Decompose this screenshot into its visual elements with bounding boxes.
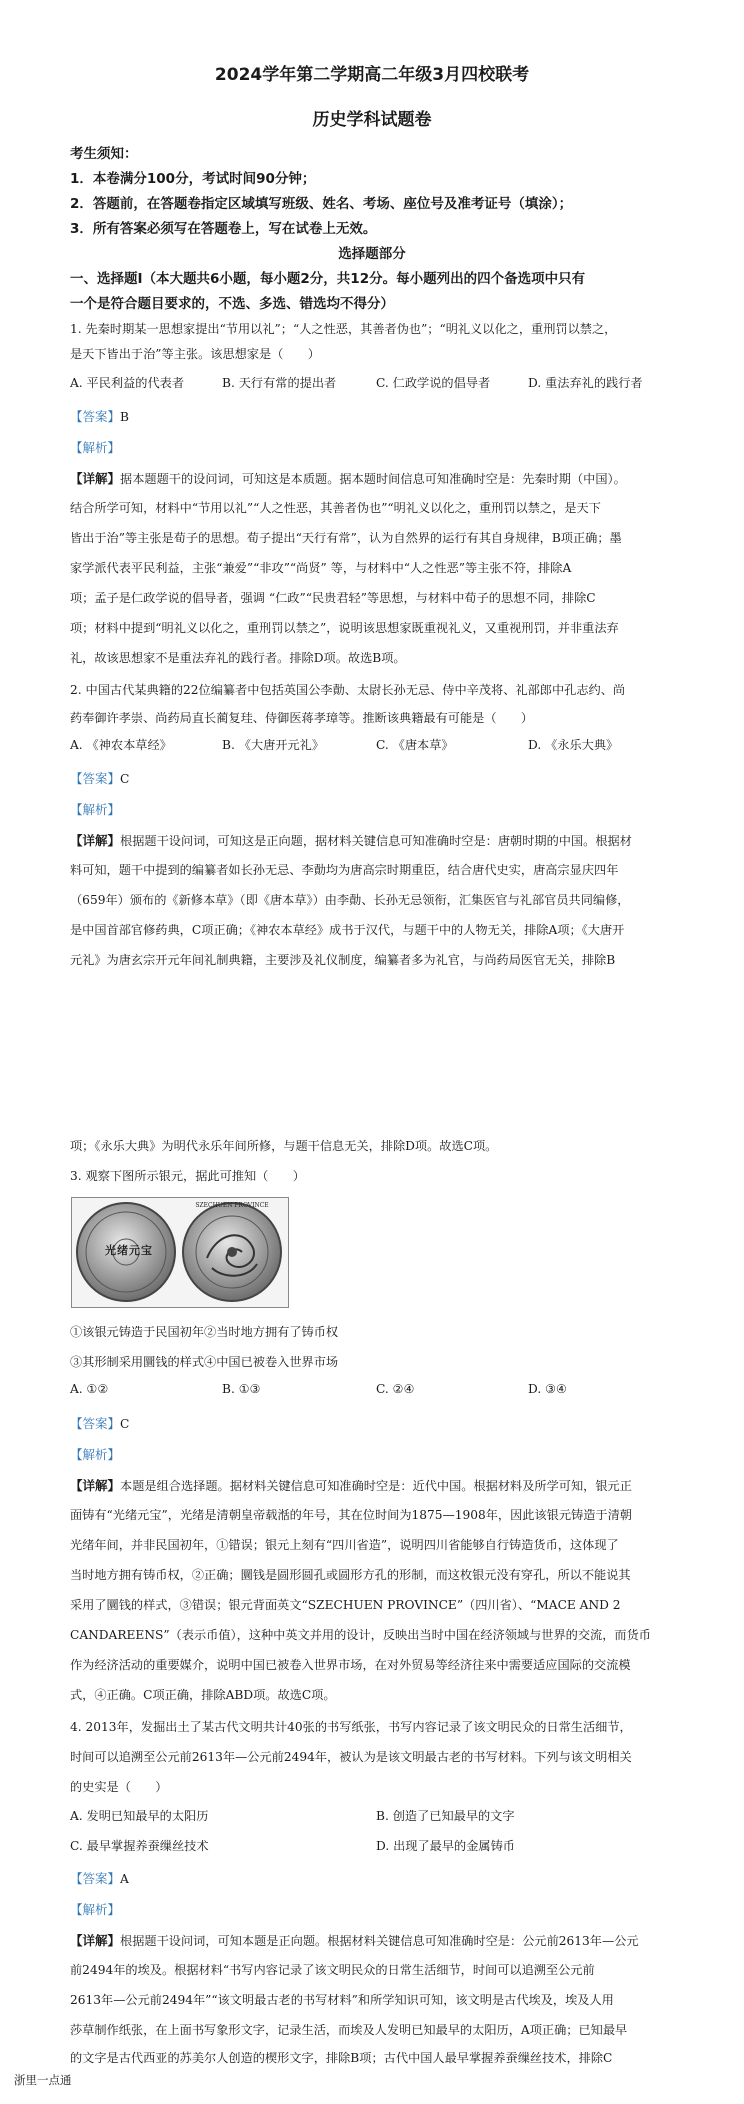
section-line-1: 一、选择题Ⅰ（本大题共6小题，每小题2分，共12分。每小题列出的四个备选项中只有 [70, 271, 586, 287]
coin-front-inscription: 光绪元宝 [105, 1244, 153, 1257]
subject-title: 历史学科试题卷 [312, 110, 432, 130]
section-line-2: 一个是符合题目要求的，不选、多选、错选均不得分） [70, 296, 394, 312]
q2-detail-2: 料可知，题干中提到的编纂者如长孙无忌、李勣均为唐高宗时期重臣，结合唐代史实，唐高宗显庆四年 [70, 863, 619, 877]
q4-detail-5: 的文字是古代西亚的苏美尔人创造的楔形文字，排除B项；古代中国人最早掌握养蚕缫丝技术，排除C [70, 2051, 613, 2065]
q4-detail-4: 莎草制作纸张，在上面书写象形文字，记录生活，而埃及人发明已知最早的太阳历，A项正确；已知最早 [70, 2023, 628, 2037]
q1-option-c: C. 仁政学说的倡导者 [376, 376, 491, 390]
footer-watermark: 浙里一点通 [14, 2073, 72, 2087]
note-1: 1．本卷满分100分，考试时间90分钟； [70, 171, 316, 187]
answer-value: B [120, 410, 129, 424]
q4-option-b: B. 创造了已知最早的文字 [376, 1809, 515, 1823]
q2-stem-1: 2. 中国古代某典籍的22位编纂者中包括英国公李勣、太尉长孙无忌、侍中辛茂将、礼部郎中孔志约、尚 [70, 683, 626, 697]
notes-heading: 考生须知： [70, 146, 138, 162]
q1-detail-3: 皆出于治”等主张是荀子的思想。荀子提出“天行有常”，认为自然界的运行有其自身规律，B项正确；墨 [70, 531, 622, 545]
q3-detail-8: 式，④正确。C项正确，排除ABD项。故选C项。 [70, 1688, 336, 1702]
q1-option-b: B. 天行有常的提出者 [222, 376, 337, 390]
q4-option-d: D. 出现了最早的金属铸币 [376, 1839, 515, 1853]
q1-detail-2: 结合所学可知，材料中“节用以礼”“人之性恶，其善者伪也”“明礼义以化之，重刑罚以禁之，是天下 [70, 501, 601, 515]
q3-option-b: B. ①③ [222, 1382, 261, 1396]
coin-back-inscription: SZECHUEN PROVINCE [195, 1202, 269, 1209]
q4-option-c: C. 最早掌握养蚕缫丝技术 [70, 1839, 209, 1853]
q1-detail-6: 项；材料中提到“明礼义以化之，重刑罚以禁之”，说明该思想家既重视礼义，又重视刑罚，并非重法弃 [70, 621, 619, 635]
q4-option-a: A. 发明已知最早的太阳历 [70, 1809, 209, 1823]
q2-detail-4: 是中国首部官修药典，C项正确；《神农本草经》成书于汉代，与题干中的人物无关，排除A项；《大唐开 [70, 923, 625, 937]
q1-stem-1: 1. 先秦时期某一思想家提出“节用以礼”；“人之性恶，其善者伪也”；“明礼义以化之，重刑罚以禁之， [70, 322, 617, 336]
detail-label: 【详解】 [70, 471, 121, 486]
q4-detail-2: 前2494年的埃及。根据材料“书写内容记录了该文明民众的日常生活细节，时间可以追溯至公元前 [70, 1963, 595, 1977]
q1-detail-7: 礼，故该思想家不是重法弃礼的践行者。排除D项。故选B项。 [70, 651, 406, 665]
q2-detail-5: 元礼》为唐玄宗开元年间礼制典籍，主要涉及礼仪制度，编纂者多为礼官，与尚药局医官无关，排除B [70, 953, 616, 967]
q3-analysis-label: 【解析】 [70, 1447, 121, 1462]
detail-label: 【详解】 [70, 833, 121, 848]
q2-option-d: D. 《永乐大典》 [528, 738, 619, 752]
q2-detail-3: （659年）颁布的《新修本草》（即《唐本草》）由李勣、长孙无忌领衔，汇集医官与礼部官员共同编修， [70, 893, 630, 907]
q4-stem-3: 的史实是（ ） [70, 1780, 168, 1794]
note-2: 2．答题前，在答题卷指定区域填写班级、姓名、考场、座位号及准考证号（填涂）； [70, 196, 573, 212]
q2-analysis-label: 【解析】 [70, 802, 121, 817]
q1-analysis-label: 【解析】 [70, 440, 121, 455]
q2-answer [70, 769, 129, 787]
q3-detail-1 [70, 1473, 676, 1499]
q2-option-c: C. 《唐本草》 [376, 738, 454, 752]
q1-stem-2: 是天下皆出于治”等主张。该思想家是（ ） [70, 347, 320, 361]
detail-label: 【详解】 [70, 1933, 121, 1948]
answer-label: 【答案】 [70, 771, 121, 786]
q2-detail-1 [70, 828, 676, 854]
detail-text: 根据题干设问词，可知这是正向题，据材料关键信息可知准确时空是：唐朝时期的中国。根据材 [120, 834, 632, 848]
q3-answer [70, 1414, 129, 1432]
q1-option-a: A. 平民利益的代表者 [70, 376, 185, 390]
q3-option-a: A. ①② [70, 1382, 109, 1396]
answer-value: C [120, 772, 130, 786]
answer-label: 【答案】 [70, 1871, 121, 1886]
q4-analysis-label: 【解析】 [70, 1902, 121, 1917]
answer-label: 【答案】 [70, 1416, 121, 1431]
q2-stem-2: 药奉御许孝崇、尚药局直长蔺复珪、侍御医蒋孝璋等。推断该典籍最有可能是（ ） [70, 711, 534, 725]
q3-option-d: D. ③④ [528, 1382, 567, 1396]
q3-detail-5: 采用了圜钱的样式，③错误；银元背面英文“SZECHUEN PROVINCE”（四川省）、“MACE AND 2 [70, 1598, 621, 1612]
q2-option-b: B. 《大唐开元礼》 [222, 738, 325, 752]
answer-value: C [120, 1417, 130, 1431]
detail-text: 据本题题干的设问词，可知这是本质题。据本题时间信息可知准确时空是：先秦时期（中国）。 [120, 472, 626, 486]
q1-detail-1 [70, 466, 676, 492]
q3-detail-3: 光绪年间，并非民国初年，①错误；银元上刻有“四川省造”，说明四川省能够自行铸造货币，这体现了 [70, 1538, 619, 1552]
q1-detail-4: 家学派代表平民利益，主张“兼爱”“非攻”“尚贤” 等，与材料中“人之性恶”等主张不符，排除A [70, 561, 572, 575]
q3-detail-4: 当时地方拥有铸币权，②正确；圜钱是圆形圆孔或圆形方孔的形制，而这枚银元没有穿孔，所以不能说其 [70, 1568, 631, 1582]
exam-title: 2024学年第二学期高二年级3月四校联考 [214, 65, 530, 85]
q2-option-a: A. 《神农本草经》 [70, 738, 172, 752]
note-3: 3．所有答案必须写在答题卷上，写在试卷上无效。 [70, 221, 377, 237]
q3-option-c: C. ②④ [376, 1382, 415, 1396]
q3-detail-7: 作为经济活动的重要媒介，说明中国已被卷入世界市场，在对外贸易等经济往来中需要适应国际的交流模 [70, 1658, 631, 1672]
q4-stem-1: 4. 2013年，发掘出土了某古代文明共计40张的书写纸张，书写内容记录了该文明民众的日常生活细节， [70, 1720, 632, 1734]
coin-image [71, 1197, 289, 1308]
q1-detail-5: 项；孟子是仁政学说的倡导者，强调 “仁政”“民贵君轻”等思想，与材料中荀子的思想不同，排除C [70, 591, 596, 605]
q3-statement-2: ③其形制采用圜钱的样式④中国已被卷入世界市场 [70, 1355, 339, 1369]
q1-option-d: D. 重法弃礼的践行者 [528, 376, 643, 390]
q3-detail-2: 面铸有“光绪元宝”，光绪是清朝皇帝载湉的年号，其在位时间为1875—1908年，因此该银元铸造于清朝 [70, 1508, 632, 1522]
answer-value: A [120, 1872, 129, 1886]
q1-answer [70, 407, 129, 425]
q2-detail-6: 项；《永乐大典》为明代永乐年间所修，与题干信息无关，排除D项。故选C项。 [70, 1139, 498, 1153]
q4-detail-1 [70, 1928, 676, 1954]
answer-label: 【答案】 [70, 409, 121, 424]
q4-detail-3: 2613年—公元前2494年”“该文明最古老的书写材料”和所学知识可知，该文明是古代埃及，埃及人用 [70, 1993, 614, 2007]
q4-stem-2: 时间可以追溯至公元前2613年—公元前2494年，被认为是该文明最古老的书写材料。下列与该文明相关 [70, 1750, 632, 1764]
detail-label: 【详解】 [70, 1478, 121, 1493]
q3-statement-1: ①该银元铸造于民国初年②当时地方拥有了铸币权 [70, 1325, 339, 1339]
q3-stem: 3. 观察下图所示银元，据此可推知（ ） [70, 1169, 305, 1183]
detail-text: 本题是组合选择题。据材料关键信息可知准确时空是：近代中国。根据材料及所学可知，银元正 [120, 1479, 632, 1493]
q3-detail-6: CANDAREENS”（表示币值），这种中英文并用的设计，反映出当时中国在经济领域与世界的交流，而货币 [70, 1628, 651, 1642]
section-part: 选择题部分 [338, 246, 406, 262]
detail-text: 根据题干设问词，可知本题是正向题。根据材料关键信息可知准确时空是：公元前2613年—公元 [120, 1934, 639, 1948]
q4-answer [70, 1869, 129, 1887]
